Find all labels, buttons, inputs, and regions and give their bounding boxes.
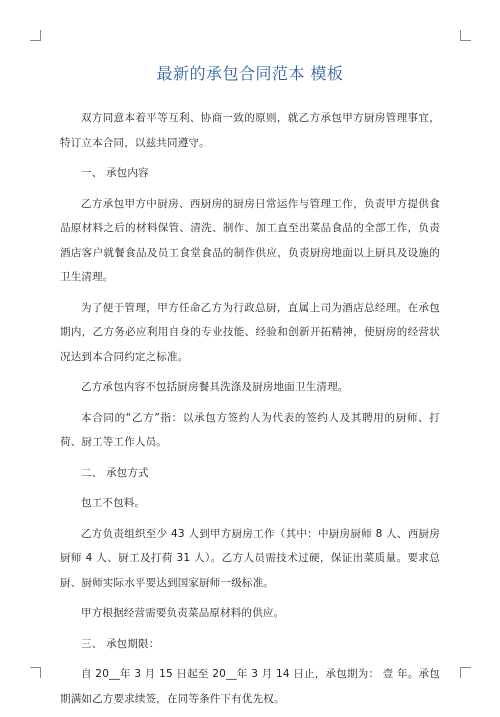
body-paragraph: 乙方负责组织至少 43 人到甲方厨房工作（其中：中厨房厨师 8 人、西厨房厨师 4 人、厨工及打荷 31 人）。乙方人员需技术过硬，保证出菜质量。要求总厨、厨师实际水平要达到国家厨师一级标准。 bbox=[60, 527, 440, 589]
crop-mark-bottom-left bbox=[30, 667, 41, 678]
document-title: 最新的承包合同范本 模板 bbox=[156, 64, 344, 83]
body-paragraph: 乙方承包内容不包括厨房餐具洗涤及厨房地面卫生清理。 bbox=[81, 381, 349, 393]
body-paragraph: 甲方根据经营需要负责菜品原材料的供应。 bbox=[81, 607, 285, 619]
crop-mark-top-right bbox=[460, 30, 471, 41]
section-heading-contract-term: 三、 承包期限： bbox=[81, 637, 160, 650]
body-paragraph: 乙方承包甲方中厨房、西厨房的厨房日常运作与管理工作，负责甲方提供食品原材料之后的材料保管、清洗、制作、加工直至出菜品食品的全部工作，负责酒店客户就餐食品及员工食堂食品的制作供应，负责厨房地面以上厨具及设施的卫生清理。 bbox=[60, 197, 440, 283]
body-paragraph: 本合同的“乙方”指：以承包方签约人为代表的签约人及其聘用的厨师、打荷、厨工等工作人员。 bbox=[60, 411, 440, 448]
preamble-paragraph: 双方同意本着平等互利、协商一致的原则，就乙方承包甲方厨房管理事宜，特订立本合同，以兹共同遵守。 bbox=[60, 112, 440, 149]
body-paragraph: 为了便于管理，甲方任命乙方为行政总厨，直属上司为酒店总经理。在承包期内，乙方务必应利用自身的专业技能、经验和创新开拓精神，使厨房的经营状况达到本合同约定之标准。 bbox=[60, 301, 440, 363]
section-heading-contract-method: 二、 承包方式 bbox=[81, 466, 149, 479]
body-paragraph: 包工不包料。 bbox=[81, 497, 146, 509]
body-paragraph: 自 20__年 3 月 15 日起至 20__年 3 月 14 日止，承包期为： 壹 年。承包期满如乙方要求续签，在同等条件下有优先权。 bbox=[60, 668, 440, 705]
crop-mark-bottom-right bbox=[460, 667, 471, 678]
section-heading-contract-content: 一、 承包内容 bbox=[81, 167, 149, 179]
crop-mark-top-left bbox=[30, 30, 41, 41]
document-page bbox=[60, 62, 440, 717]
